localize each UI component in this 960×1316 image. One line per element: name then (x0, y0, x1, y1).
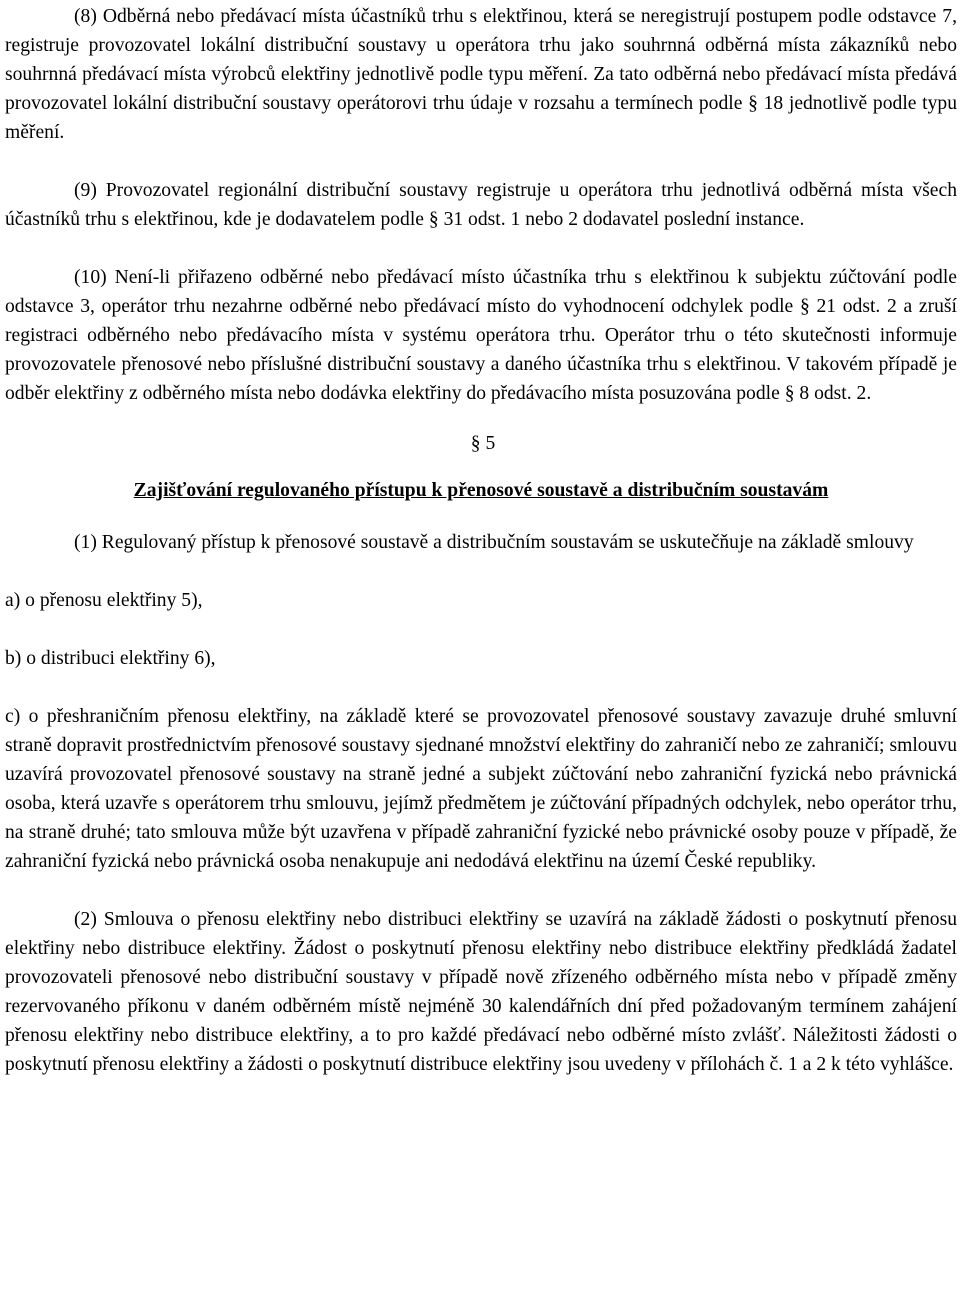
list-item-a: a) o přenosu elektřiny 5), (5, 590, 203, 611)
section-number: § 5 (470, 433, 496, 454)
document-page (5, 2, 957, 1079)
section-5-paragraph-1: (1) Regulovaný přístup k přenosové soustavě a distribučním soustavám se uskutečňuje na základě smlouvy (74, 532, 914, 553)
paragraph-9: (9) Provozovatel regionální distribuční soustavy registruje u operátora trhu jednotlivá odběrná místa všech účastníků trhu s elektřinou, kde je dodavatelem podle § 31 odst. 1 nebo 2 dodavatel poslední instance. (5, 180, 957, 230)
list-item-c: c) o přeshraničním přenosu elektřiny, na základě které se provozovatel přenosové soustavy zavazuje druhé smluvní straně dopravit prostřednictvím přenosové soustavy sjednané množství elektřiny do zahraničí nebo ze zahraničí; smlouvu uzavírá provozovatel přenosové soustavy na straně jedné a subjekt zúčtování nebo zahraniční fyzická nebo právnická osoba, která uzavře s operátorem trhu smlouvu, jejímž předmětem je zúčtování případných odchylek, nebo operátor trhu, na straně druhé; tato smlouva může být uzavřena v případě zahraniční fyzické nebo právnické osoby pouze v případě, že zahraniční fyzická nebo právnická osoba nenakupuje ani nedodává elektřinu na území České republiky. (5, 706, 957, 872)
list-item-b: b) o distribuci elektřiny 6), (5, 648, 216, 669)
paragraph-8: (8) Odběrná nebo předávací místa účastníků trhu s elektřinou, která se neregistrují postupem podle odstavce 7, registruje provozovatel lokální distribuční soustavy u operátora trhu jako souhrnná odběrná místa zákazníků nebo souhrnná předávací místa výrobců elektřiny jednotlivě podle typu měření. Za tato odběrná nebo předávací místa předává provozovatel lokální distribuční soustavy operátorovi trhu údaje v rozsahu a termínech podle § 18 jednotlivě podle typu měření. (5, 6, 957, 143)
paragraph-10: (10) Není-li přiřazeno odběrné nebo předávací místo účastníka trhu s elektřinou k subjektu zúčtování podle odstavce 3, operátor trhu nezahrne odběrné nebo předávací místo do vyhodnocení odchylek podle § 21 odst. 2 a zruší registraci odběrného nebo předávacího místa v systému operátora trhu. Operátor trhu o této skutečnosti informuje provozovatele přenosové nebo příslušné distribuční soustavy a daného účastníka trhu s elektřinou. V takovém případě je odběr elektřiny z odběrného místa nebo dodávka elektřiny do předávacího místa posuzována podle § 8 odst. 2. (5, 267, 957, 404)
section-title: Zajišťování regulovaného přístupu k přenosové soustavě a distribučním soustavám (133, 480, 829, 501)
section-5-paragraph-2: (2) Smlouva o přenosu elektřiny nebo distribuci elektřiny se uzavírá na základě žádosti o poskytnutí přenosu elektřiny nebo distribuce elektřiny. Žádost o poskytnutí přenosu elektřiny nebo distribuce elektřiny předkládá žadatel provozovateli přenosové nebo distribuční soustavy v případě nově zřízeného odběrného místa nebo v případě změny rezervovaného příkonu v daném odběrném místě nejméně 30 kalendářních dní před požadovaným termínem zahájení přenosu elektřiny nebo distribuce elektřiny, a to pro každé předávací nebo odběrné místo zvlášť. Náležitosti žádosti o poskytnutí přenosu elektřiny a žádosti o poskytnutí distribuce elektřiny jsou uvedeny v přílohách č. 1 a 2 k této vyhlášce. (5, 909, 957, 1075)
